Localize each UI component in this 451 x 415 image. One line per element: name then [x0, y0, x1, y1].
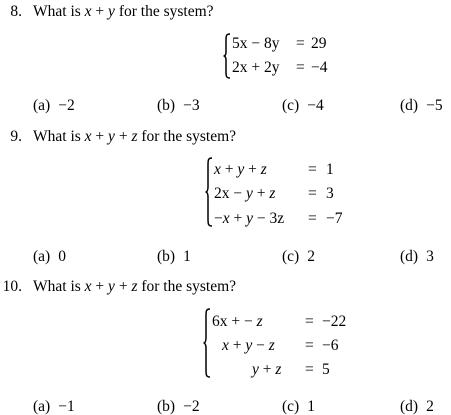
choice-value: −1 — [58, 398, 75, 415]
choice-label: (a) — [33, 97, 51, 114]
choice-label: (c) — [282, 398, 300, 415]
equation-rel: = — [296, 35, 305, 52]
choice-a[interactable] — [33, 249, 66, 265]
choice-label: (d) — [400, 398, 419, 415]
choice-value: 1 — [307, 398, 315, 415]
choice-d[interactable] — [400, 249, 434, 265]
choice-c[interactable] — [282, 399, 315, 415]
problem-number: 10. — [2, 278, 22, 295]
choice-label: (c) — [282, 248, 300, 265]
equation-lhs: 6x + − z — [212, 313, 263, 330]
equation-rhs: 5 — [322, 361, 330, 378]
choice-a[interactable] — [33, 98, 75, 114]
choice-label: (a) — [33, 398, 51, 415]
equation-lhs: x + y − z — [222, 337, 275, 354]
equation-rel: = — [305, 361, 314, 378]
choice-c[interactable] — [282, 98, 324, 114]
choice-a[interactable] — [33, 399, 75, 415]
equation-rhs: 29 — [311, 35, 327, 52]
equation-rhs: −22 — [322, 313, 347, 330]
left-brace-icon — [223, 33, 231, 79]
choice-value: 3 — [426, 248, 434, 265]
equation-lhs: 2x − y + z — [214, 185, 276, 202]
problem-number: 8. — [10, 3, 22, 20]
choice-label: (b) — [157, 248, 176, 265]
choice-label: (b) — [157, 398, 176, 415]
choice-label: (d) — [400, 248, 419, 265]
equation-rel: = — [308, 210, 317, 227]
equation-rhs: 3 — [326, 185, 334, 202]
question-text: What is x + y + z for the system? — [33, 278, 237, 295]
equation-lhs: −x + y − 3z — [214, 210, 285, 227]
equation-rhs: −7 — [326, 210, 343, 227]
choice-b[interactable] — [157, 98, 200, 114]
equation-lhs: x + y + z — [214, 161, 267, 178]
choice-value: −2 — [183, 398, 200, 415]
question-text: What is x + y + z for the system? — [33, 128, 237, 145]
equation-rel: = — [308, 185, 317, 202]
choice-value: −2 — [58, 97, 75, 114]
equation-rhs: 1 — [326, 161, 334, 178]
left-brace-icon — [205, 157, 213, 227]
problem-number: 9. — [10, 128, 22, 145]
choice-label: (a) — [33, 248, 51, 265]
choice-label: (c) — [282, 97, 300, 114]
choice-value: 0 — [58, 248, 66, 265]
choice-d[interactable] — [400, 98, 443, 114]
choice-value: 1 — [183, 248, 191, 265]
choice-b[interactable] — [157, 249, 191, 265]
question-text: What is x + y for the system? — [33, 3, 214, 20]
equation-rhs: −6 — [322, 337, 339, 354]
equation-lhs: 2x + 2y — [232, 59, 280, 76]
choice-value: −4 — [307, 97, 324, 114]
choice-value: 2 — [307, 248, 315, 265]
equation-rel: = — [308, 161, 317, 178]
equation-lhs: 5x − 8y — [232, 35, 280, 52]
choice-b[interactable] — [157, 399, 200, 415]
left-brace-icon — [203, 308, 211, 378]
choice-c[interactable] — [282, 249, 315, 265]
equation-rel: = — [305, 337, 314, 354]
choice-value: 2 — [426, 398, 434, 415]
equation-rel: = — [305, 313, 314, 330]
choice-value: −3 — [183, 97, 200, 114]
equation-lhs: y + z — [252, 361, 282, 378]
choice-d[interactable] — [400, 399, 434, 415]
equation-rel: = — [296, 59, 305, 76]
choice-value: −5 — [426, 97, 443, 114]
equation-rhs: −4 — [311, 59, 328, 76]
choice-label: (b) — [157, 97, 176, 114]
choice-label: (d) — [400, 97, 419, 114]
